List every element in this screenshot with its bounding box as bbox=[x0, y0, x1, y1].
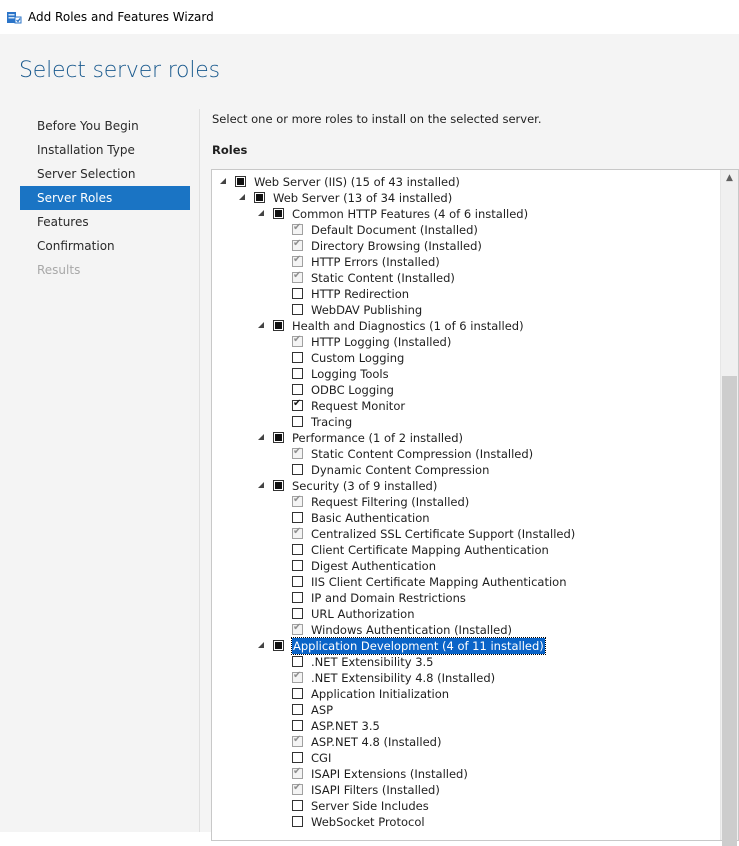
role-label[interactable]: Web Server (IIS) (15 of 43 installed) bbox=[254, 175, 460, 189]
scroll-up-icon[interactable]: ▲ bbox=[726, 173, 733, 183]
role-checkbox bbox=[292, 272, 303, 283]
tree-leaf[interactable] bbox=[212, 222, 720, 238]
role-checkbox bbox=[292, 736, 303, 747]
tree-leaf[interactable] bbox=[212, 782, 720, 798]
role-label[interactable]: HTTP Errors (Installed) bbox=[311, 255, 440, 269]
role-checkbox[interactable] bbox=[292, 352, 303, 363]
tree-leaf[interactable] bbox=[212, 686, 720, 702]
roles-heading: Roles bbox=[212, 143, 248, 157]
tree-leaf[interactable] bbox=[212, 446, 720, 462]
role-checkbox bbox=[292, 496, 303, 507]
role-label[interactable]: .NET Extensibility 4.8 (Installed) bbox=[311, 671, 496, 685]
role-checkbox bbox=[292, 336, 303, 347]
role-label[interactable]: HTTP Logging (Installed) bbox=[311, 335, 452, 349]
role-checkbox[interactable] bbox=[273, 320, 284, 331]
tree-leaf[interactable] bbox=[212, 526, 720, 542]
role-checkbox[interactable] bbox=[292, 688, 303, 699]
tree-leaf[interactable] bbox=[212, 270, 720, 286]
tree-node[interactable] bbox=[212, 638, 720, 654]
wizard-step-confirmation[interactable]: Confirmation bbox=[37, 239, 115, 253]
tree-leaf[interactable] bbox=[212, 702, 720, 718]
role-checkbox[interactable] bbox=[292, 800, 303, 811]
tree-leaf[interactable] bbox=[212, 670, 720, 686]
role-label[interactable]: URL Authorization bbox=[311, 607, 415, 621]
role-checkbox bbox=[292, 624, 303, 635]
role-label[interactable]: Web Server (13 of 34 installed) bbox=[273, 191, 453, 205]
role-checkbox bbox=[292, 672, 303, 683]
role-label[interactable]: Request Filtering (Installed) bbox=[311, 495, 470, 509]
role-checkbox[interactable] bbox=[292, 752, 303, 763]
role-checkbox bbox=[292, 448, 303, 459]
wizard-step-server-selection[interactable]: Server Selection bbox=[37, 167, 136, 181]
page-title: Select server roles bbox=[19, 58, 220, 83]
role-label[interactable]: CGI bbox=[311, 751, 332, 765]
title-bar bbox=[0, 0, 739, 34]
role-checkbox[interactable] bbox=[273, 208, 284, 219]
tree-leaf[interactable] bbox=[212, 814, 720, 830]
tree-node[interactable] bbox=[212, 190, 720, 206]
tree-leaf[interactable] bbox=[212, 606, 720, 622]
role-checkbox bbox=[292, 528, 303, 539]
collapse-arrow-icon[interactable] bbox=[220, 178, 226, 184]
tree-leaf[interactable] bbox=[212, 462, 720, 478]
collapse-arrow-icon[interactable] bbox=[239, 194, 245, 200]
role-label[interactable]: Common HTTP Features (4 of 6 installed) bbox=[292, 207, 529, 221]
role-checkbox bbox=[292, 224, 303, 235]
server-manager-icon bbox=[6, 9, 22, 25]
role-label[interactable]: Dynamic Content Compression bbox=[311, 463, 490, 477]
role-checkbox[interactable] bbox=[292, 560, 303, 571]
role-checkbox[interactable] bbox=[292, 384, 303, 395]
tree-leaf[interactable] bbox=[212, 622, 720, 638]
collapse-arrow-icon[interactable] bbox=[258, 434, 264, 440]
role-label[interactable]: Tracing bbox=[311, 415, 353, 429]
wizard-step-server-roles[interactable]: Server Roles bbox=[20, 186, 190, 210]
role-checkbox bbox=[292, 768, 303, 779]
role-checkbox bbox=[292, 240, 303, 251]
role-label[interactable]: IIS Client Certificate Mapping Authentication bbox=[311, 575, 567, 589]
tree-leaf[interactable] bbox=[212, 254, 720, 270]
role-label[interactable]: Windows Authentication (Installed) bbox=[311, 623, 513, 637]
role-checkbox[interactable] bbox=[292, 592, 303, 603]
role-label[interactable]: Application Initialization bbox=[311, 687, 450, 701]
role-checkbox[interactable] bbox=[292, 512, 303, 523]
role-label[interactable]: WebSocket Protocol bbox=[311, 815, 425, 829]
role-checkbox[interactable] bbox=[254, 192, 265, 203]
role-label[interactable]: Digest Authentication bbox=[311, 559, 437, 573]
role-label[interactable]: ISAPI Extensions (Installed) bbox=[311, 767, 468, 781]
tree-leaf[interactable] bbox=[212, 718, 720, 734]
window-title: Add Roles and Features Wizard bbox=[28, 10, 214, 24]
wizard-steps-nav bbox=[20, 114, 190, 282]
tree-leaf[interactable] bbox=[212, 350, 720, 366]
tree-leaf[interactable] bbox=[212, 414, 720, 430]
tree-leaf[interactable] bbox=[212, 798, 720, 814]
role-label[interactable]: Static Content (Installed) bbox=[311, 271, 455, 285]
tree-node[interactable] bbox=[212, 430, 720, 446]
tree-leaf[interactable] bbox=[212, 398, 720, 414]
panel-divider bbox=[199, 109, 200, 832]
role-checkbox[interactable] bbox=[292, 400, 303, 411]
role-checkbox[interactable] bbox=[292, 464, 303, 475]
vertical-scrollbar[interactable] bbox=[720, 170, 738, 840]
role-label[interactable]: .NET Extensibility 3.5 bbox=[311, 655, 434, 669]
wizard-step-before-you-begin[interactable]: Before You Begin bbox=[37, 119, 139, 133]
role-checkbox[interactable] bbox=[235, 176, 246, 187]
wizard-step-results: Results bbox=[37, 263, 81, 277]
role-label[interactable]: Performance (1 of 2 installed) bbox=[292, 431, 463, 445]
collapse-arrow-icon[interactable] bbox=[258, 642, 264, 648]
tree-leaf[interactable] bbox=[212, 734, 720, 750]
tree-leaf[interactable] bbox=[212, 654, 720, 670]
tree-leaf[interactable] bbox=[212, 590, 720, 606]
wizard-step-installation-type[interactable]: Installation Type bbox=[37, 143, 135, 157]
tree-leaf[interactable] bbox=[212, 382, 720, 398]
tree-leaf[interactable] bbox=[212, 542, 720, 558]
tree-leaf[interactable] bbox=[212, 558, 720, 574]
tree-leaf[interactable] bbox=[212, 766, 720, 782]
role-label[interactable]: Custom Logging bbox=[311, 351, 405, 365]
tree-node[interactable] bbox=[212, 478, 720, 494]
collapse-arrow-icon[interactable] bbox=[258, 482, 264, 488]
tree-leaf[interactable] bbox=[212, 510, 720, 526]
role-label[interactable]: Directory Browsing (Installed) bbox=[311, 239, 482, 253]
role-label[interactable]: Static Content Compression (Installed) bbox=[311, 447, 534, 461]
tree-node[interactable] bbox=[212, 174, 720, 190]
tree-leaf[interactable] bbox=[212, 750, 720, 766]
role-label[interactable]: Client Certificate Mapping Authentication bbox=[311, 543, 549, 557]
tree-leaf[interactable] bbox=[212, 286, 720, 302]
role-label[interactable]: Health and Diagnostics (1 of 6 installed) bbox=[292, 319, 524, 333]
role-label[interactable]: Server Side Includes bbox=[311, 799, 429, 813]
role-checkbox[interactable] bbox=[273, 432, 284, 443]
role-checkbox[interactable] bbox=[292, 816, 303, 827]
roles-tree bbox=[212, 174, 720, 830]
instructions-text: Select one or more roles to install on the selected server. bbox=[212, 112, 542, 126]
tree-node[interactable] bbox=[212, 318, 720, 334]
role-label[interactable]: Security (3 of 9 installed) bbox=[292, 479, 438, 493]
role-checkbox bbox=[292, 256, 303, 267]
role-label[interactable]: Request Monitor bbox=[311, 399, 406, 413]
tree-leaf[interactable] bbox=[212, 334, 720, 350]
role-checkbox[interactable] bbox=[273, 480, 284, 491]
wizard-step-features[interactable]: Features bbox=[37, 215, 89, 229]
role-checkbox[interactable] bbox=[292, 368, 303, 379]
role-checkbox[interactable] bbox=[292, 704, 303, 715]
roles-tree-view[interactable] bbox=[211, 169, 739, 841]
role-checkbox[interactable] bbox=[292, 304, 303, 315]
role-checkbox[interactable] bbox=[273, 640, 284, 651]
role-checkbox[interactable] bbox=[292, 608, 303, 619]
role-checkbox bbox=[292, 784, 303, 795]
role-checkbox[interactable] bbox=[292, 544, 303, 555]
role-checkbox[interactable] bbox=[292, 576, 303, 587]
role-label[interactable]: Default Document (Installed) bbox=[311, 223, 478, 237]
tree-leaf[interactable] bbox=[212, 302, 720, 318]
role-checkbox[interactable] bbox=[292, 288, 303, 299]
role-label[interactable]: Basic Authentication bbox=[311, 511, 430, 525]
role-label[interactable]: ISAPI Filters (Installed) bbox=[311, 783, 440, 797]
role-label[interactable]: ASP.NET 3.5 bbox=[311, 719, 380, 733]
role-label[interactable]: ASP bbox=[311, 703, 334, 717]
tree-leaf[interactable] bbox=[212, 494, 720, 510]
role-label[interactable]: ODBC Logging bbox=[311, 383, 394, 397]
role-label[interactable]: WebDAV Publishing bbox=[311, 303, 423, 317]
role-label[interactable]: Application Development (4 of 11 installed) bbox=[293, 639, 544, 653]
tree-leaf[interactable] bbox=[212, 238, 720, 254]
collapse-arrow-icon[interactable] bbox=[258, 210, 264, 216]
tree-leaf[interactable] bbox=[212, 366, 720, 382]
role-label[interactable]: IP and Domain Restrictions bbox=[311, 591, 466, 605]
collapse-arrow-icon[interactable] bbox=[258, 322, 264, 328]
role-label[interactable]: Logging Tools bbox=[311, 367, 389, 381]
scroll-thumb[interactable] bbox=[722, 376, 737, 846]
tree-leaf[interactable] bbox=[212, 574, 720, 590]
role-label[interactable]: ASP.NET 4.8 (Installed) bbox=[311, 735, 442, 749]
role-label[interactable]: HTTP Redirection bbox=[311, 287, 410, 301]
role-checkbox[interactable] bbox=[292, 656, 303, 667]
role-label[interactable]: Centralized SSL Certificate Support (Installed) bbox=[311, 527, 576, 541]
role-checkbox[interactable] bbox=[292, 720, 303, 731]
tree-node[interactable] bbox=[212, 206, 720, 222]
role-checkbox[interactable] bbox=[292, 416, 303, 427]
